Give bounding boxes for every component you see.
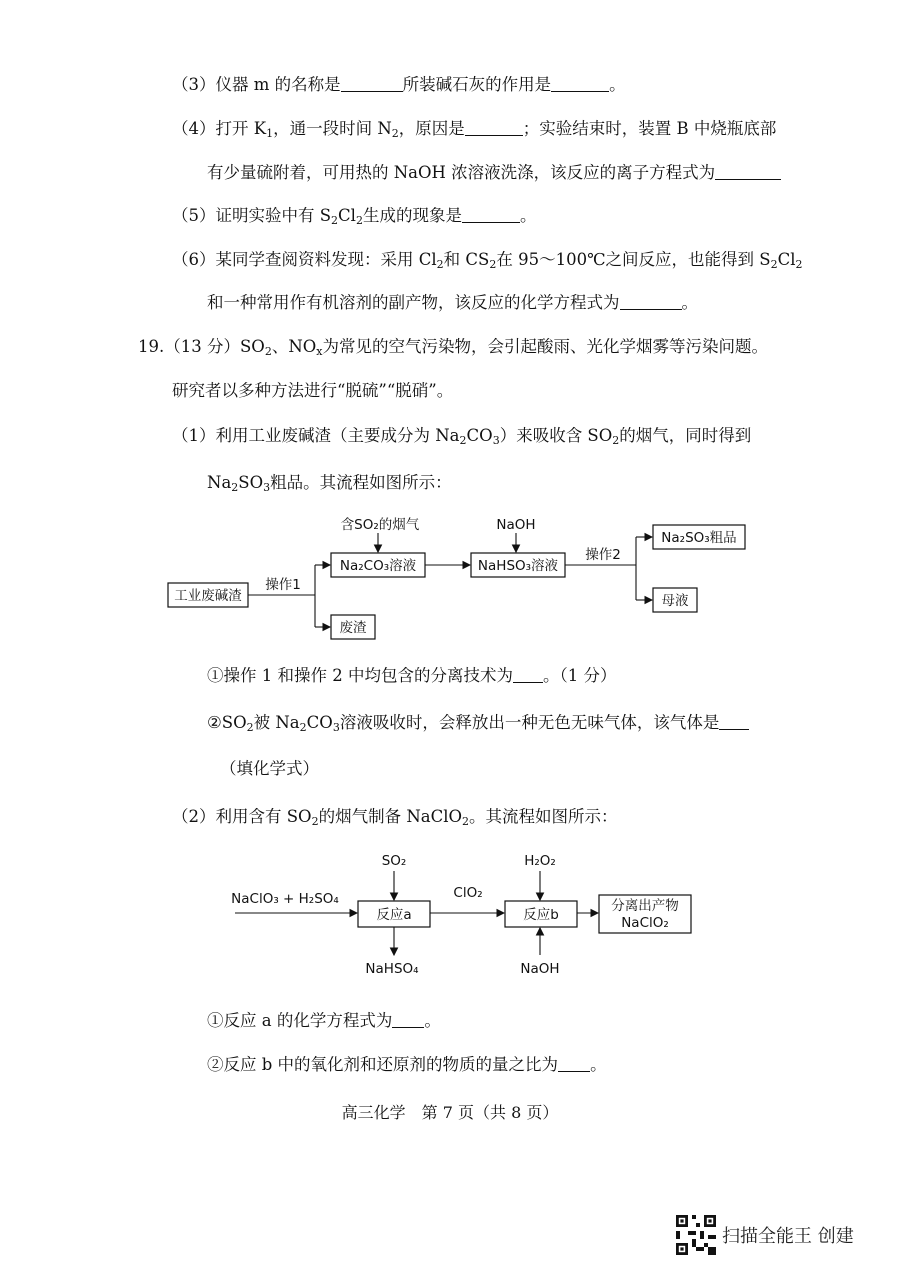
scanner-watermark: 扫描全能王 创建 — [722, 1226, 854, 1247]
answer-blank[interactable] — [462, 206, 520, 223]
subquestion-3: ①反应 a 的化学方程式为 。 — [207, 1011, 441, 1030]
answer-blank[interactable] — [513, 666, 543, 683]
subquestion-2: $②SO_2$被 $Na_2CO_3$溶液吸收时，会释放出一种无色无味气体，该气体是 — [207, 712, 749, 734]
answer-blank[interactable] — [558, 1055, 590, 1072]
label-naoh-1: NaOH — [496, 517, 536, 533]
question-19-line1: 19.（13 分）$SO_2$、$NO_x$为常见的空气污染物，会引起酸雨、光化学烟雾等污染问题。 — [138, 337, 768, 358]
answer-blank[interactable] — [341, 75, 403, 92]
question-6-line1: （6）某同学查阅资料发现：采用 $Cl_2$和 $CS_2$在 95～100℃之间反应，也能得到 $S_2Cl_2$ — [172, 250, 803, 271]
answer-blank[interactable] — [465, 119, 523, 136]
subquestion-4: ②反应 b 中的氧化剂和还原剂的物质的量之比为 。 — [207, 1055, 607, 1074]
label-so2: SO₂ — [381, 853, 407, 869]
flow-diagram-1 — [0, 505, 900, 655]
answer-blank[interactable] — [392, 1011, 424, 1028]
label-waste-alkali: 工业废碱渣 — [174, 588, 242, 604]
part-1-line1: （1）利用工业废碱渣（主要成分为 $Na_2CO_3$）来吸收含 $SO_2$的烟气，同时得到 — [172, 426, 752, 447]
question-19-line2: 研究者以多种方法进行“脱硫”“脱硝”。 — [172, 381, 454, 400]
label-nahso3: NaHSO₃溶液 — [477, 558, 559, 574]
label-flue-gas: 含SO₂的烟气 — [340, 517, 420, 533]
label-waste-residue: 废渣 — [339, 620, 367, 636]
label-naclo2: NaClO₂ — [621, 915, 669, 931]
part-1-line2: $Na_2SO_3$粗品。其流程如图所示： — [207, 473, 452, 494]
question-3: （3）仪器 m 的名称是 所装碱石灰的作用是 。 — [172, 75, 626, 94]
page-footer: 高三化学 第 7 页（共 8 页） — [341, 1103, 559, 1122]
label-clo2: ClO₂ — [453, 885, 483, 901]
label-naoh-2: NaOH — [520, 961, 560, 977]
answer-blank[interactable] — [715, 163, 781, 180]
answer-blank[interactable] — [551, 75, 609, 92]
part-2: （2）利用含有 $SO_2$的烟气制备 NaClO$_2$。其流程如图所示： — [172, 807, 618, 828]
subquestion-2-note: （填化学式） — [220, 759, 319, 778]
label-reaction-b: 反应b — [523, 907, 559, 923]
label-nahso4: NaHSO₄ — [365, 961, 419, 977]
question-6-line2: 和一种常用作有机溶剂的副产物，该反应的化学方程式为 。 — [207, 293, 698, 312]
label-separate-product: 分离出产物 — [611, 898, 679, 914]
label-h2o2: H₂O₂ — [524, 853, 556, 869]
label-na2co3: Na₂CO₃溶液 — [339, 558, 417, 574]
question-4-line1: （4）打开 $K_1$，通一段时间 $N_2$，原因是 ；实验结束时，装置 B 中烧瓶底部 — [172, 119, 777, 140]
label-na2so3-crude: Na₂SO₃粗品 — [661, 530, 737, 546]
answer-blank[interactable] — [719, 713, 749, 730]
label-feed: NaClO₃ + H₂SO₄ — [231, 891, 339, 907]
question-4-line2: 有少量硫附着，可用热的 NaOH 浓溶液洗涤，该反应的离子方程式为 — [207, 162, 781, 184]
label-mother-liquor: 母液 — [661, 593, 689, 609]
label-op2: 操作2 — [585, 547, 621, 563]
label-op1: 操作1 — [265, 577, 301, 593]
flow-diagram-2 — [0, 845, 900, 985]
answer-blank[interactable] — [620, 293, 682, 310]
question-5: （5）证明实验中有 $S_2Cl_2$生成的现象是 。 — [172, 206, 537, 227]
label-reaction-a: 反应a — [376, 907, 412, 923]
subquestion-1: ①操作 1 和操作 2 中均包含的分离技术为 。（1 分） — [207, 666, 617, 685]
qr-code-icon — [676, 1215, 716, 1255]
